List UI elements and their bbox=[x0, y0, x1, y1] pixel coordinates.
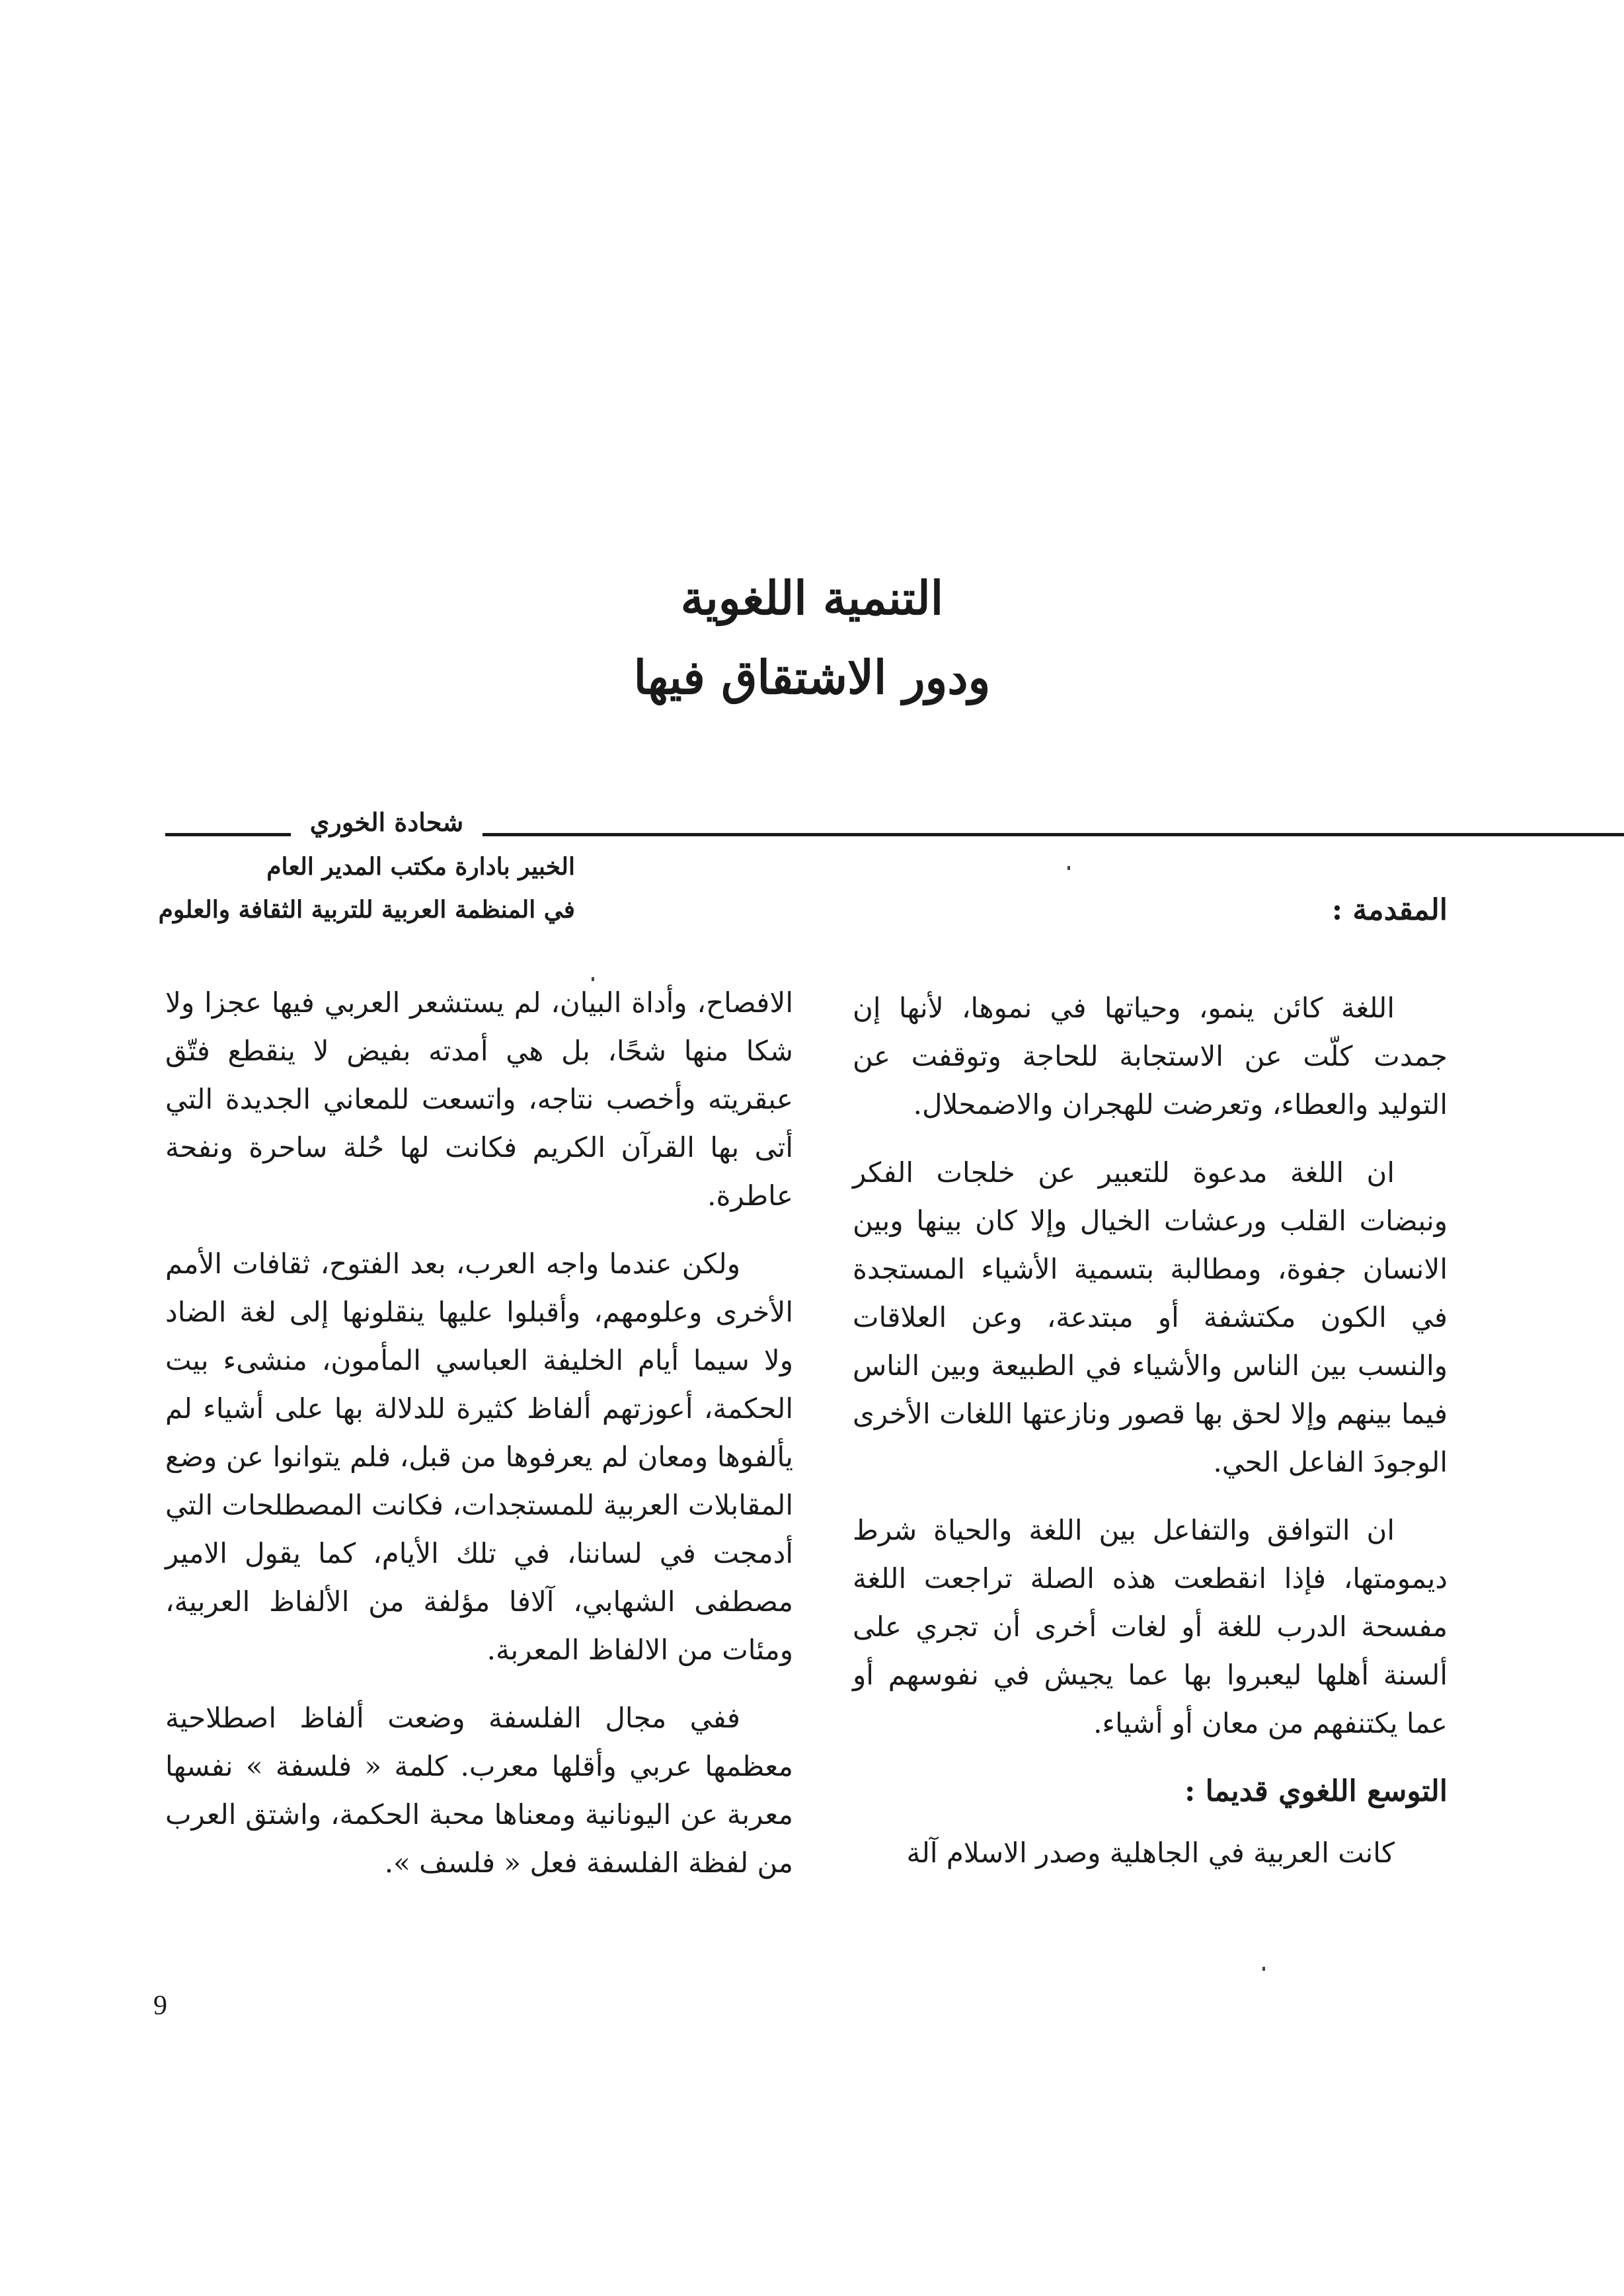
author-name: شحادة الخوري bbox=[309, 807, 464, 837]
section-heading-introduction: المقدمة : bbox=[1331, 893, 1448, 927]
paragraph: ففي مجال الفلسفة وضعت ألفاظ اصطلاحية معظمها عربي وأقلها معرب. كلمة « فلسفة » نفسها معربة عن اليونانية ومعناها محبة الحكمة، واشتق العرب من لفظة الفلسفة فعل « فلسف ». bbox=[165, 1702, 793, 1879]
byline-rule-left bbox=[165, 833, 291, 836]
paragraph: اللغة كائن ينمو، وحياتها في نموها، لأنها إن جمدت كلّت عن الاستجابة للحاجة وتوقفت عن التوليد والعطاء، وتعرضت للهجران والاضمحلال. bbox=[853, 992, 1448, 1121]
paragraph: الافصاح، وأداة البيان، لم يستشعر العربي فيها عجزا ولا شكا منها شحًا، بل هي أمدته بفيض لا ينقطع فتّق عبقريته وأخصب نتاجه، واتسعت للمعاني الجديدة التي أتى بها القرآن الكريم فكانت لها حُلة ساحرة ونفحة عاطرة. bbox=[165, 986, 793, 1212]
paragraph: ولكن عندما واجه العرب، بعد الفتوح، ثقافات الأمم الأخرى وعلومهم، وأقبلوا عليها ينقلونها إلى لغة الضاد ولا سيما أيام الخليفة العباسي المأمون، منشىء بيت الحكمة، أعوزتهم ألفاظ كثيرة للدلالة بها على أشياء لم يألفوها ومعان لم يعرفوها من قبل، فلم يتوانوا عن وضع المقابلات العربية للمستجدات، فكانت المصطلحات التي أدمجت في لساننا، في تلك الأيام، كما يقول الامير مصطفى الشهابي، آلافا مؤلفة من الألفاظ العربية، ومئات من الالفاظ المعربة. bbox=[165, 1247, 793, 1666]
left-column bbox=[165, 978, 793, 1907]
byline bbox=[165, 803, 1454, 843]
paragraph: ان اللغة مدعوة للتعبير عن خلجات الفكر ونبضات القلب ورعشات الخيال وإلا كان بينها وبين الانسان جفوة، ومطالبة بتسمية الأشياء المستجدة في الكون مكتشفة أو مبتدعة، وعن العلاقات والنسب بين الناس والأشياء في الطبيعة وبين الناس فيما بينهم وإلا لحق بها قصور ونازعتها اللغات الأخرى الوجودَ الفاعل الحي. bbox=[853, 1156, 1448, 1478]
section-heading-linguistic-expansion: التوسع اللغوي قديما : bbox=[1184, 1774, 1448, 1808]
article-title-line-2: ودور الاشتقاق فيها bbox=[633, 650, 991, 705]
author-affiliation-line-1: الخبير بادارة مكتب المدير العام bbox=[266, 853, 575, 881]
page-number: 9 bbox=[153, 1991, 167, 2021]
article-title-line-1: التنمية اللغوية bbox=[680, 571, 944, 625]
paragraph: كانت العربية في الجاهلية وصدر الاسلام آلة bbox=[906, 1837, 1395, 1869]
byline-rule-right bbox=[483, 833, 1624, 836]
right-column bbox=[853, 886, 1448, 1897]
author-affiliation-line-2: في المنظمة العربية للتربية الثقافة والعلوم bbox=[158, 896, 575, 924]
scan-speck bbox=[1067, 866, 1070, 870]
scan-speck bbox=[592, 977, 594, 981]
paragraph: ان التوافق والتفاعل بين اللغة والحياة شرط ديمومتها، فإذا انقطعت هذه الصلة تراجعت اللغة مفسحة الدرب للغة أو لغات أخرى أن تجري على ألسنة أهلها ليعبروا بها عما يجيش في نفوسهم أو عما يكتنفهم من معان أو أشياء. bbox=[853, 1514, 1448, 1739]
scan-speck bbox=[1262, 1967, 1265, 1971]
